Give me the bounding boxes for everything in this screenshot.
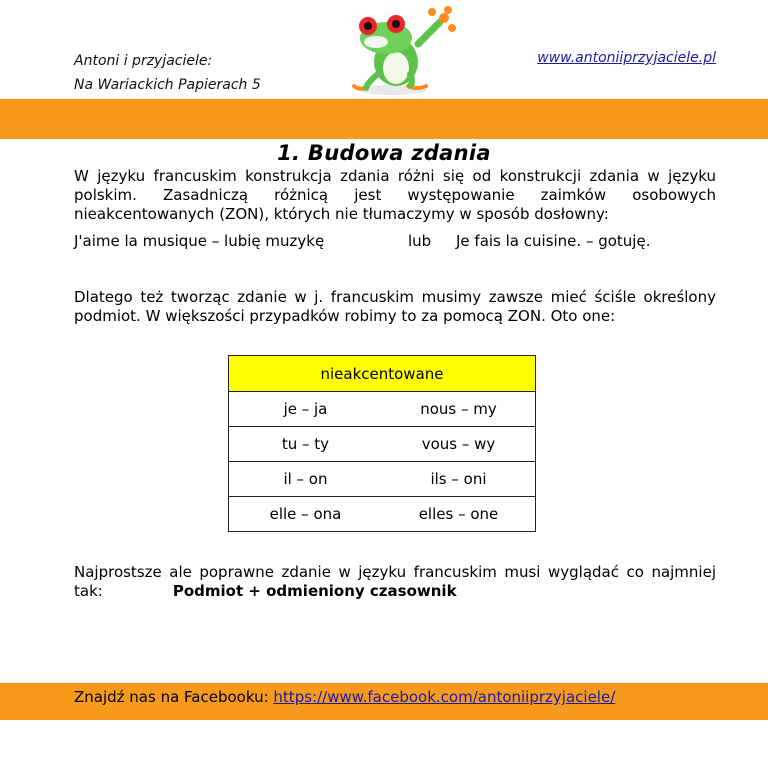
table-cell-plural: vous – wy — [382, 427, 536, 462]
footer-label: Znajdź nas na Facebooku: — [74, 688, 269, 706]
table-header-row — [229, 356, 536, 392]
sentence-formula: Podmiot + odmieniony czasownik — [172, 582, 457, 600]
header-titles — [74, 49, 261, 97]
footer — [74, 688, 615, 706]
table-cell-singular: elle – ona — [229, 497, 382, 532]
explanation-paragraph: Dlatego też tworząc zdanie w j. francuskim musimy zawsze mieć ściśle określony podmiot. W większości przypadków robimy to za pomocą ZON. Oto one: — [74, 288, 716, 325]
header-episode-name: Na Wariackich Papierach 5 — [74, 77, 261, 93]
examples-line — [74, 232, 716, 251]
example-first: J'aime la musique – lubię muzykę — [74, 232, 325, 250]
tree-frog-icon — [348, 4, 468, 96]
table-cell-singular: je – ja — [229, 392, 382, 427]
example-second: Je fais la cuisine. – gotuję. — [456, 232, 651, 250]
page-title: 1. Budowa zdania — [277, 141, 491, 165]
pronoun-table — [228, 355, 536, 532]
table-row — [229, 462, 536, 497]
table-cell-plural: ils – oni — [382, 462, 536, 497]
table-cell-singular: tu – ty — [229, 427, 382, 462]
table-cell-plural: elles – one — [382, 497, 536, 532]
conclusion-paragraph — [74, 563, 716, 601]
table-row — [229, 392, 536, 427]
top-orange-band — [0, 99, 768, 139]
facebook-link[interactable]: https://www.facebook.com/antoniiprzyjaciele/ — [273, 688, 616, 706]
intro-paragraph: W języku francuskim konstrukcja zdania różni się od konstrukcji zdania w języku polskim. Zasadniczą różnicą jest występowanie zaimków osobowych nieakcentowanych (ZON), których nie tłumaczymy w sposób dosłowny: — [74, 167, 716, 223]
table-cell-singular: il – on — [229, 462, 382, 497]
example-connector: lub — [408, 232, 432, 250]
table-cell-plural: nous – my — [382, 392, 536, 427]
website-link[interactable]: www.antoniiprzyjaciele.pl — [537, 50, 716, 66]
table-header-cell: nieakcentowane — [229, 356, 536, 392]
conclusion-text: Najprostsze ale poprawne zdanie w języku francuskim musi wyglądać co najmniej tak: — [74, 563, 716, 600]
table-row — [229, 427, 536, 462]
table-row — [229, 497, 536, 532]
header-series-name: Antoni i przyjaciele: — [74, 53, 213, 69]
